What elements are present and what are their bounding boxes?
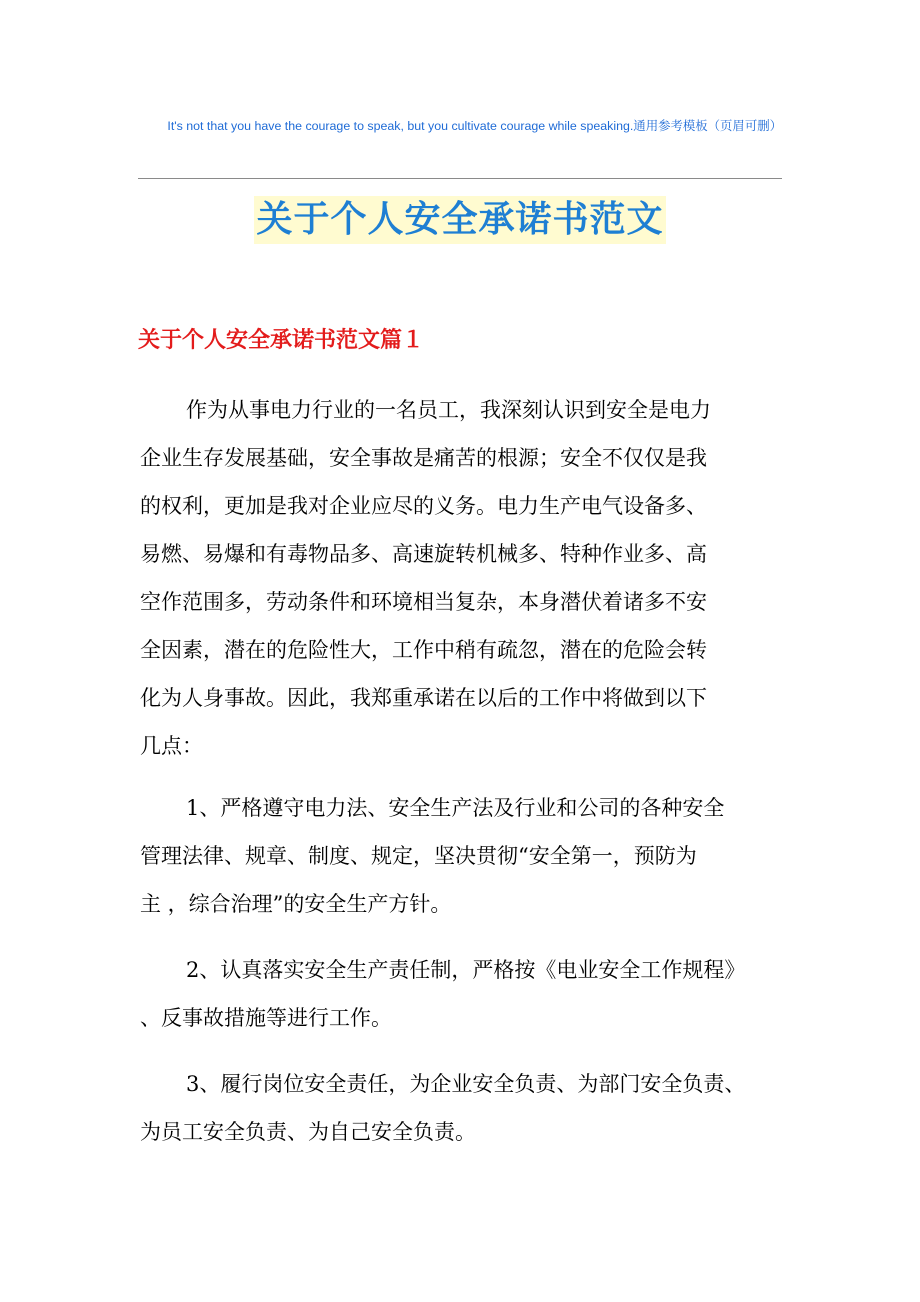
paragraph-line: 主 ，综合治理”的安全生产方针。 [140,892,452,916]
paragraph-intro [140,386,800,770]
paragraph-line: 1、严格遵守电力法、安全生产法及行业和公司的各种安全 [186,796,725,820]
paragraph-item-2 [140,946,800,1042]
document-title: 关于个人安全承诺书范文 [254,196,665,244]
paragraph-line: 2、认真落实安全生产责任制，严格按《电业安全工作规程》 [186,958,746,982]
paragraph-line: 、反事故措施等进行工作。 [140,1006,392,1030]
paragraph-line: 为员工安全负责、为自己安全负责。 [140,1120,476,1144]
paragraph-line: 易燃、易爆和有毒物品多、高速旋转机械多、特种作业多、高 [140,542,707,566]
paragraph-line: 空作范围多，劳动条件和环境相当复杂，本身潜伏着诸多不安 [140,590,707,614]
paragraph-line: 全因素，潜在的危险性大，工作中稍有疏忽，潜在的危险会转 [140,638,707,662]
paragraph-line: 作为从事电力行业的一名员工，我深刻认识到安全是电力 [186,398,711,422]
paragraph-line: 化为人身事故。因此，我郑重承诺在以后的工作中将做到以下 [140,686,707,710]
paragraph-line: 管理法律、规章、制度、规定，坚决贯彻“安全第一，预防为 [140,844,697,868]
header-divider [138,178,782,179]
paragraph-line: 的权利，更加是我对企业应尽的义务。电力生产电气设备多、 [140,494,707,518]
paragraph-line: 几点： [140,734,203,758]
section-heading: 关于个人安全承诺书范文篇１ [138,327,425,353]
title-container [0,196,920,244]
header-note: It's not that you have the courage to speak, but you cultivate courage while speaking.通用参考模板（页眉可删） [167,119,782,133]
paragraph-item-1 [140,784,800,928]
paragraph-item-3 [140,1060,800,1156]
paragraph-line: 企业生存发展基础，安全事故是痛苦的根源；安全不仅仅是我 [140,446,707,470]
paragraph-line: 3、履行岗位安全责任，为企业安全负责、为部门安全负责、 [186,1072,746,1096]
